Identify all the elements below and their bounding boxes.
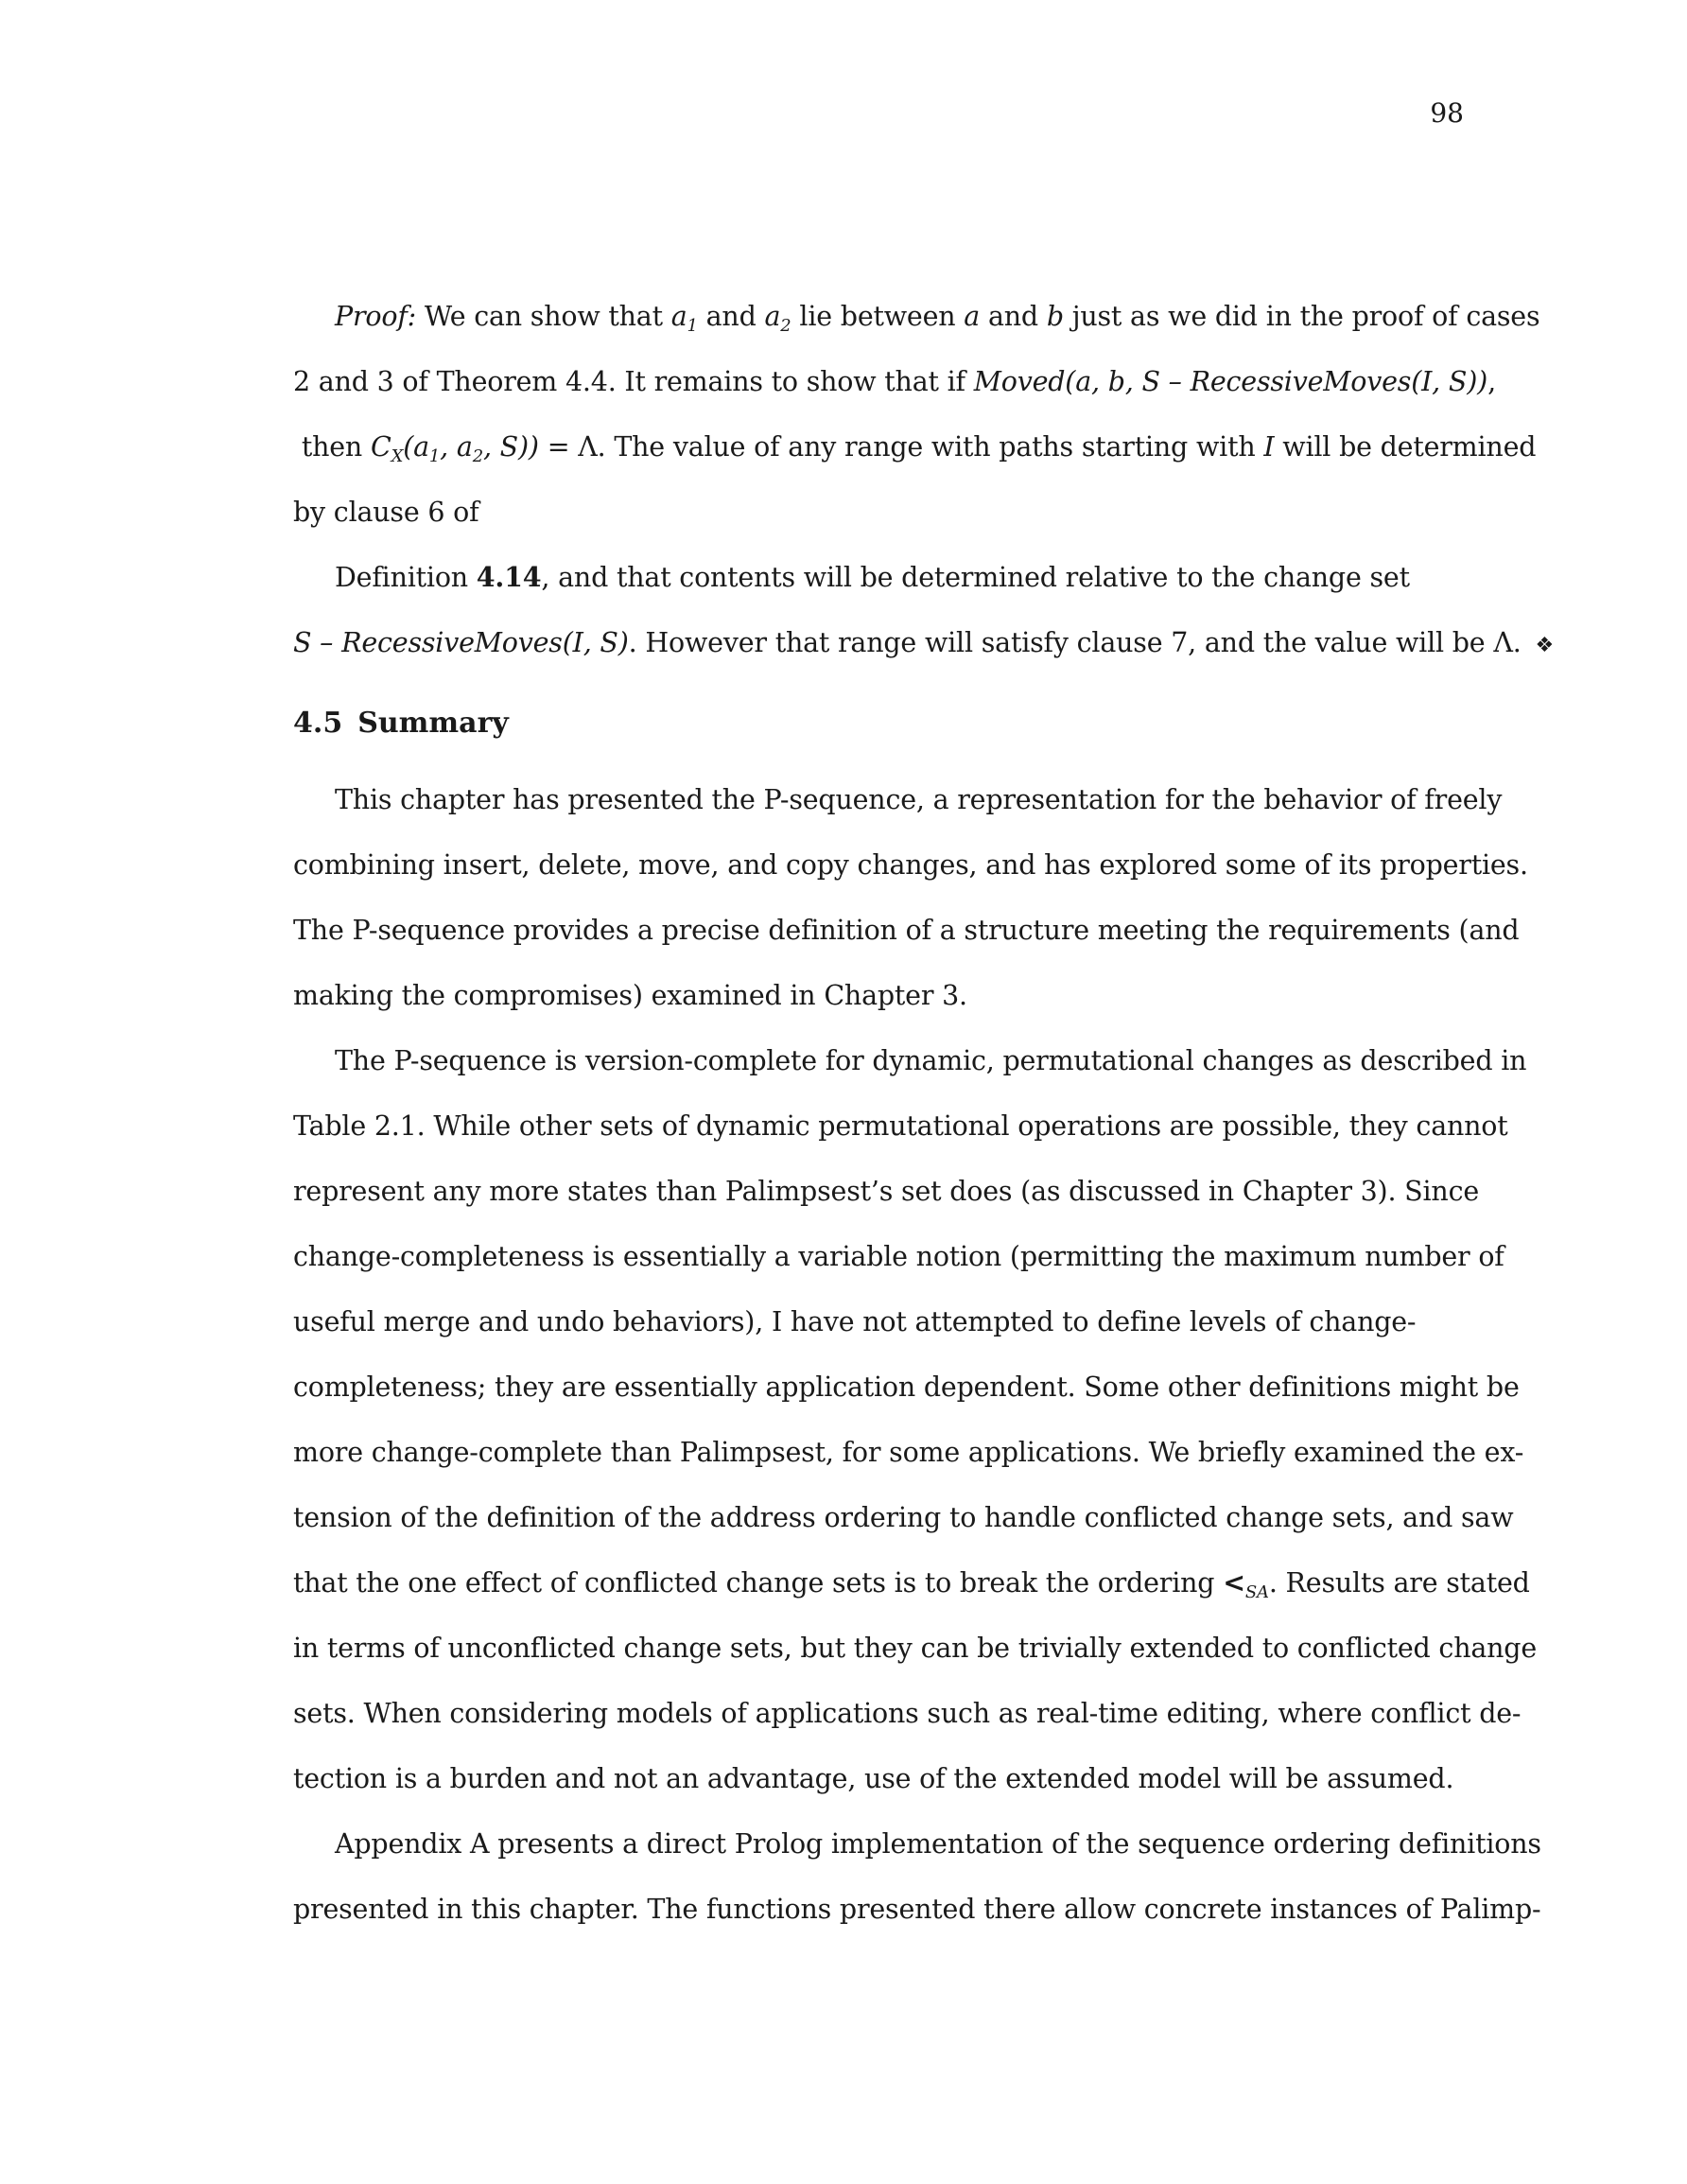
paragraph-line: presented in this chapter. The functions presented there allow concrete instances of Palimp- bbox=[293, 1894, 1541, 1925]
paragraph-line: The P-sequence is version-complete for dynamic, permutational changes as described in bbox=[335, 1045, 1527, 1076]
proof-line-5: Definition 4.14, and that contents will be determined relative to the change set bbox=[335, 561, 1410, 593]
page-body bbox=[293, 284, 1554, 1942]
proof-line-2: 2 and 3 of Theorem 4.4. It remains to show that if Moved(a, b, S – RecessiveMoves(I, S)), bbox=[293, 366, 1496, 397]
definition-ref: 4.14 bbox=[476, 561, 542, 593]
paragraph-line: more change-complete than Palimpsest, for some applications. We briefly examined the ex- bbox=[293, 1437, 1524, 1468]
page-number: 98 bbox=[1430, 97, 1464, 129]
paragraph-line-ordering: that the one effect of conflicted change sets is to break the ordering $<_{SA}$. Results are stated bbox=[293, 1566, 1530, 1602]
section-title: Summary bbox=[357, 707, 509, 740]
paragraph-line: in terms of unconflicted change sets, but they can be trivially extended to conflicted change bbox=[293, 1633, 1537, 1664]
paragraph-line: This chapter has presented the P-sequence, a representation for the behavior of freely bbox=[335, 784, 1503, 815]
paragraph-line: sets. When considering models of applications such as real-time editing, where conflict de- bbox=[293, 1698, 1522, 1729]
proof-line-1: Proof: We can show that $a_1$ and $a_2$ lie between a and b just as we did in the proof of cases bbox=[335, 301, 1540, 336]
paragraph-line: Table 2.1. While other sets of dynamic permutational operations are possible, they cannot bbox=[293, 1110, 1508, 1142]
paragraph-line: completeness; they are essentially application dependent. Some other definitions might be bbox=[293, 1372, 1520, 1403]
proof-line-6: S – RecessiveMoves(I, S). However that range will satisfy clause 7, and the value will be Λ. ❖ bbox=[293, 627, 1554, 658]
proof-line-3: then $C_X(a_1$, $a_2$, S)) = Λ. The value of any range with paths starting with I will be determined bbox=[293, 431, 1537, 466]
paragraph-line: represent any more states than Palimpsest’s set does (as discussed in Chapter 3). Since bbox=[293, 1176, 1480, 1207]
section-number: 4.5 bbox=[293, 707, 343, 740]
paragraph-line: tension of the definition of the address ordering to handle conflicted change sets, and saw bbox=[293, 1502, 1514, 1533]
paragraph-line: tection is a burden and not an advantage, use of the extended model will be assumed. bbox=[293, 1763, 1454, 1794]
paragraph-line: change-completeness is essentially a variable notion (permitting the maximum number of bbox=[293, 1241, 1504, 1272]
proof-line-4: by clause 6 of bbox=[293, 497, 479, 528]
paragraph-line: combining insert, delete, move, and copy changes, and has explored some of its properties. bbox=[293, 849, 1528, 881]
section-heading bbox=[293, 705, 1437, 743]
paragraph-line: making the compromises) examined in Chapter 3. bbox=[293, 980, 967, 1011]
paragraph-line: The P-sequence provides a precise definition of a structure meeting the requirements (and bbox=[293, 915, 1520, 946]
paragraph-line: useful merge and undo behaviors), I have not attempted to define levels of change- bbox=[293, 1306, 1417, 1337]
proof-label: Proof: bbox=[335, 301, 417, 332]
moved-expression: Moved(a, b, S – RecessiveMoves(I, S)) bbox=[973, 366, 1488, 397]
end-of-proof-icon: ❖ bbox=[1535, 634, 1554, 657]
paragraph-line: Appendix A presents a direct Prolog implementation of the sequence ordering definitions bbox=[335, 1828, 1541, 1860]
